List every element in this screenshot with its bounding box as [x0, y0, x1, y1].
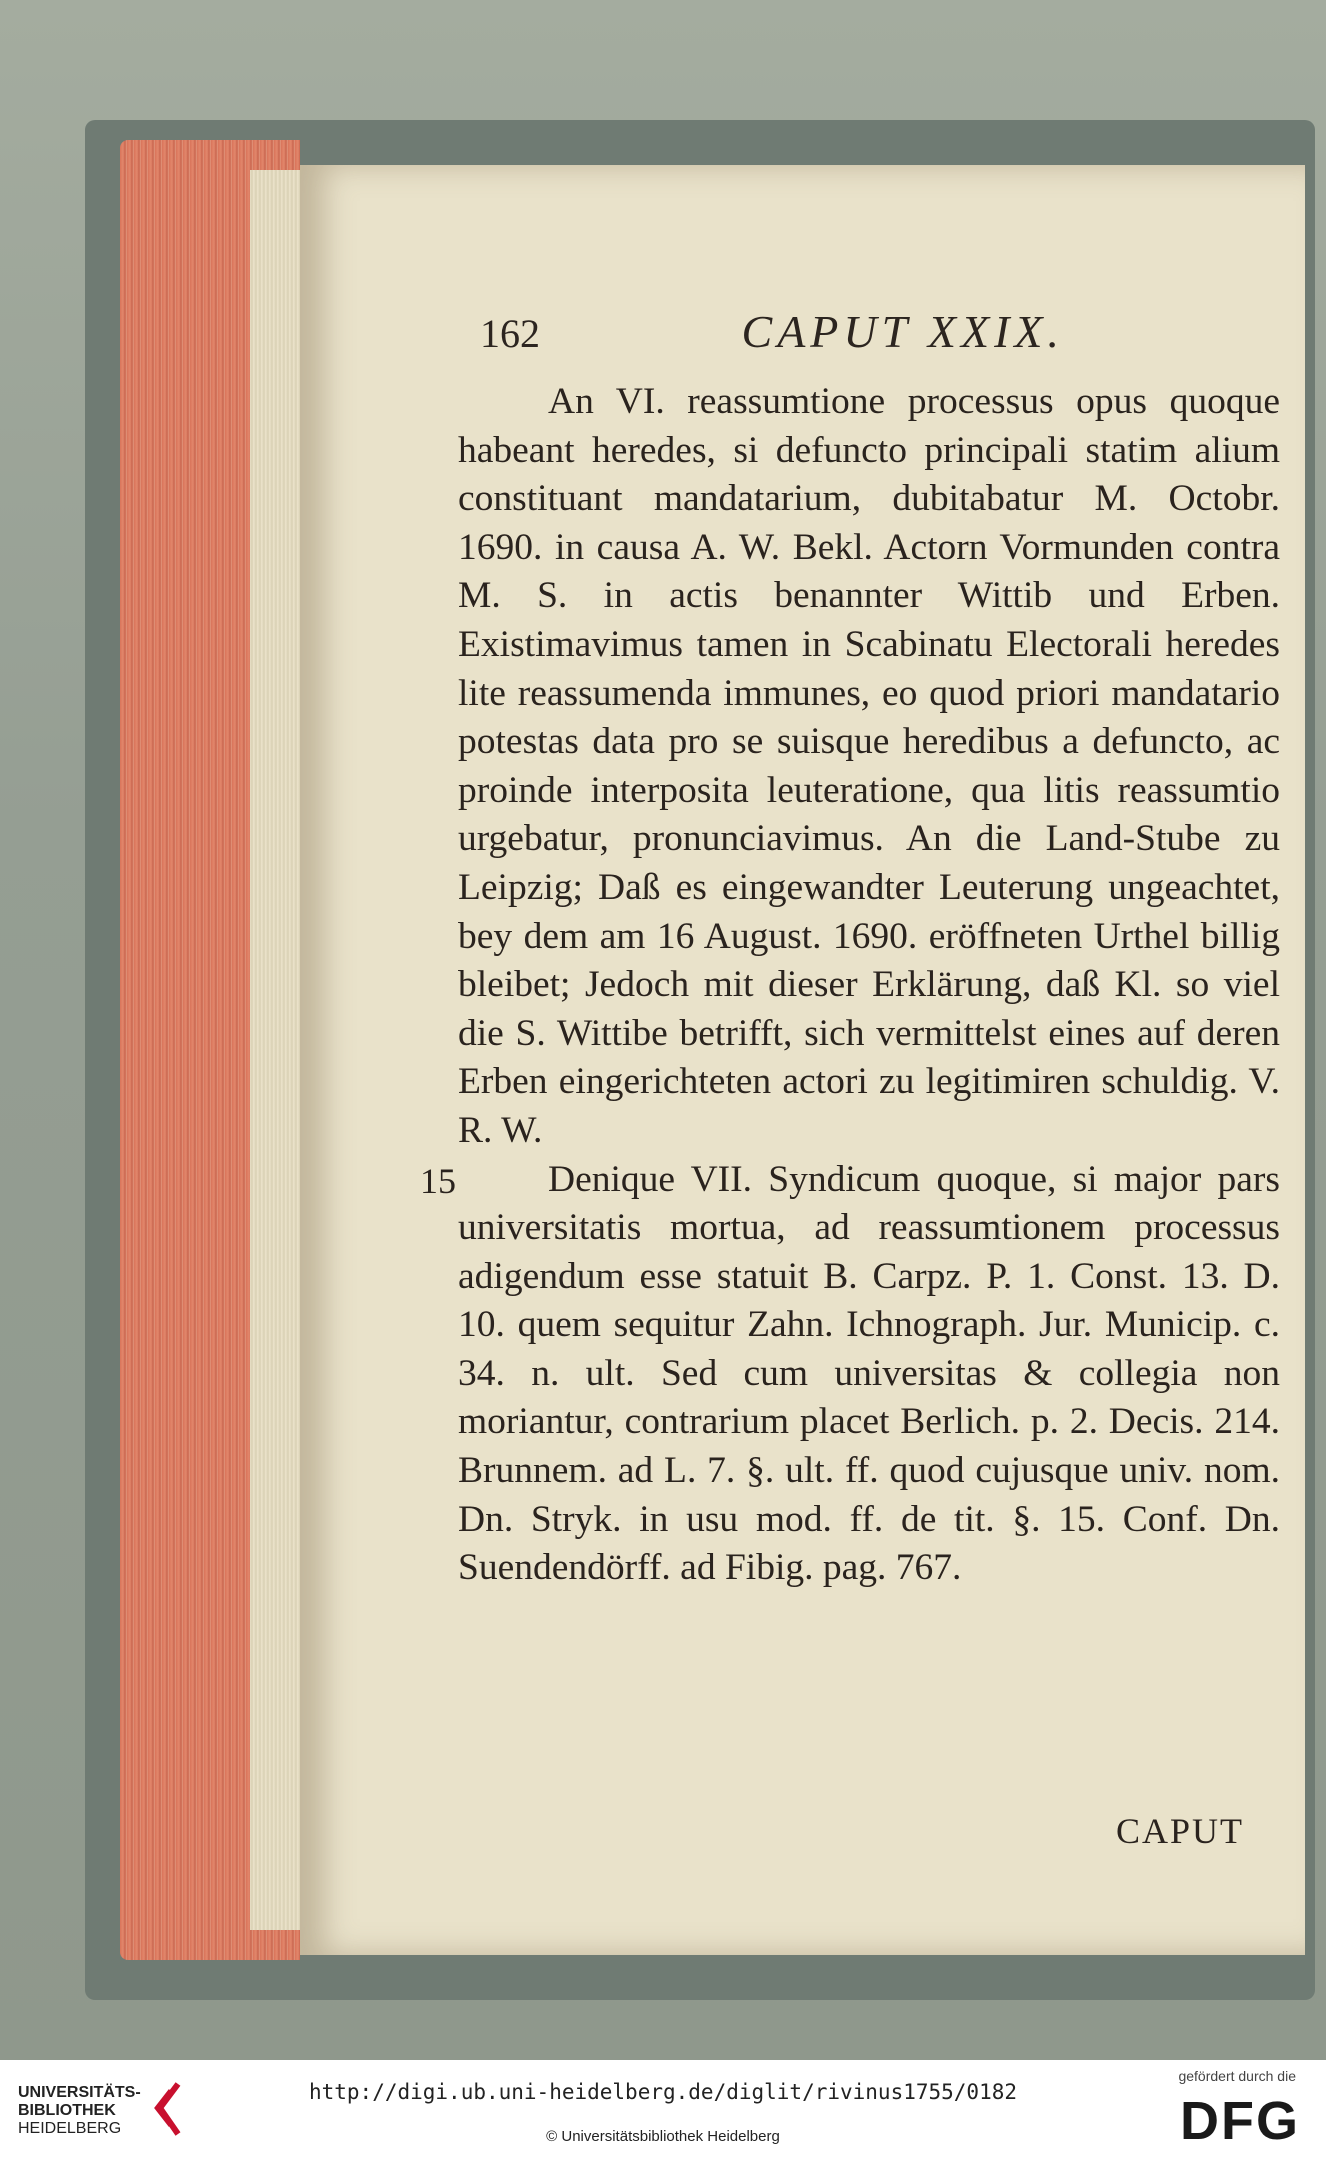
catchword: CAPUT: [1116, 1811, 1245, 1851]
paragraph-2: Denique VII. Syndicum quoque, si major pars universitatis mortua, ad reassumtionem processus adigendum esse statuit B. Carpz. P. 1. Const. 13. D. 10. quem sequitur Zahn. Ichnograph. Jur. Municip. c. 34. n. ult. Sed cum universitas & collegia non moriantur, contrarium placet Berlich. p. 2. Decis. 214. Brunnem. ad L. 7. §. ult. ff. quod cujusque univ. nom. Dn. Stryk. in usu mod. ff. de tit. §. 15. Conf. Dn. Suendendörff. ad Fibig. pag. 767.: [458, 1158, 1280, 1589]
funding-label: gefördert durch die: [1178, 2068, 1296, 2084]
paragraph-1: An VI. reassumtione processus opus quoque habeant heredes, si defuncto principali statim alium constituant mandatarium, dubitabatur M. Octobr. 1690. in causa A. W. Bekl. Actorn Vormunden contra M. S. in actis benannter Wittib und Erben. Existimavimus tamen in Scabinatu Electorali heredes lite reassumenda immunes, eo quod priori mandatario potestas data pro se suisque heredibus a defuncto, ac proinde interposita leuteratione, qua litis reassumtio urgebatur, pronunciavimus. An die Land-Stube zu Leipzig; Daß es eingewandter Leuterung ungeachtet, bey dem am 16 August. 1690. eröffneten Urthel billig bleibet; Jedoch mit dieser Erklärung, daß Kl. so viel die S. Wittibe betrifft, sich vermittelst eines auf deren Erben eingerichteten actori zu legitimiren schuldig. V. R. W.: [458, 381, 1280, 1151]
page-header: [480, 305, 1070, 365]
running-title: CAPUT XXIX.: [741, 306, 1064, 357]
footer-bar: [0, 2060, 1326, 2161]
permalink[interactable]: http://digi.ub.uni-heidelberg.de/diglit/rivinus1755/0182: [308, 2080, 1017, 2104]
body-text: [458, 378, 1280, 1593]
library-line-2: BIBLIOTHEK: [18, 2102, 116, 2119]
copyright-notice: © Universitätsbibliothek Heidelberg: [546, 2128, 780, 2145]
library-line-1: UNIVERSITÄTS-: [18, 2084, 141, 2101]
library-line-3: HEIDELBERG: [18, 2120, 122, 2137]
page-number: 162: [480, 311, 540, 356]
dfg-logo: DFG: [1180, 2091, 1300, 2151]
margin-number: 15: [420, 1161, 456, 1201]
